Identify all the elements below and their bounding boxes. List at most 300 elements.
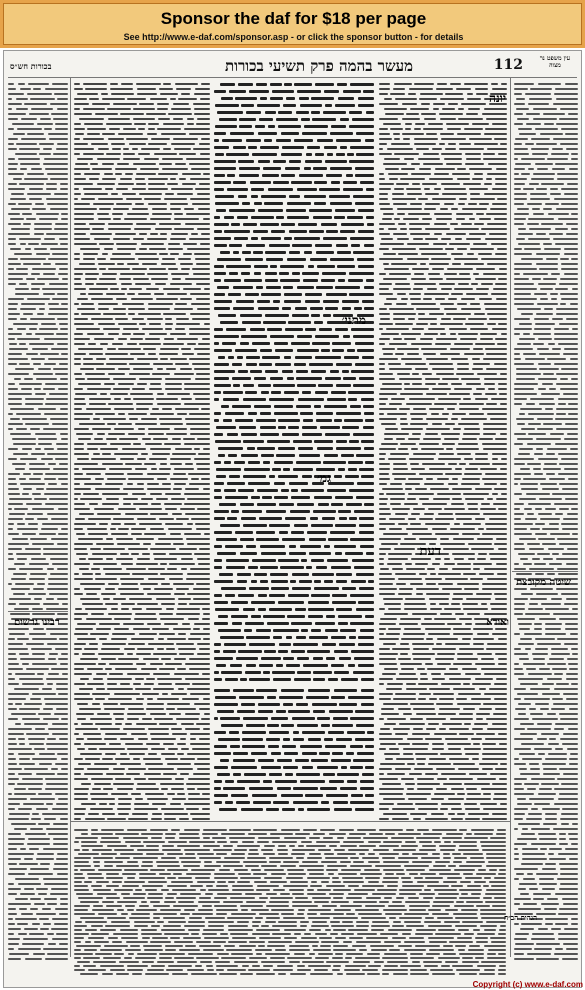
text-line-segment (567, 658, 578, 660)
text-line-segment (90, 233, 112, 235)
text-line-segment (168, 248, 183, 250)
text-line-segment (8, 748, 32, 750)
text-line-segment (108, 333, 119, 335)
text-line-segment (449, 778, 473, 780)
text-line-segment (457, 453, 471, 455)
text-line-segment (432, 368, 454, 370)
text-line-segment (276, 216, 284, 219)
text-line-segment (514, 333, 520, 335)
text-line-segment (163, 288, 180, 290)
text-line-segment (517, 208, 529, 210)
text-line-segment (561, 813, 578, 815)
text-line-segment (138, 738, 148, 740)
text-line-segment (14, 563, 25, 565)
text-line-segment (9, 598, 32, 600)
text-line-segment (419, 841, 432, 843)
text-line-segment (167, 568, 176, 570)
text-line-segment (214, 419, 219, 422)
text-line-segment (203, 845, 220, 847)
text-line-segment (514, 393, 537, 395)
text-line-segment (203, 698, 210, 700)
text-line-segment (214, 160, 235, 163)
text-line-segment (8, 558, 14, 560)
text-line-segment (8, 808, 15, 810)
text-line-segment (162, 845, 174, 847)
text-line-segment (155, 283, 167, 285)
text-line-segment (74, 723, 78, 725)
text-line-segment (282, 146, 305, 149)
text-line-segment (284, 391, 299, 394)
text-line-segment (416, 713, 437, 715)
sponsor-subtitle[interactable]: See http://www.e-daf.com/sponsor.asp - or click the sponsor button - for details (123, 32, 464, 42)
text-line-segment (114, 408, 134, 410)
text-line-segment (476, 388, 485, 390)
text-line-segment (132, 493, 147, 495)
text-line-segment (387, 148, 413, 150)
text-line-segment (29, 113, 49, 115)
text-line-segment (109, 743, 121, 745)
text-line-segment (292, 905, 318, 907)
text-line-segment (273, 629, 298, 632)
text-line-segment (350, 405, 360, 408)
text-line-segment (19, 183, 43, 185)
text-line-segment (136, 173, 156, 175)
text-line-segment (457, 368, 470, 370)
text-line-segment (148, 728, 168, 730)
text-line-segment (239, 125, 251, 128)
text-line-segment (151, 138, 170, 140)
text-line-segment (311, 97, 334, 100)
text-line-segment (557, 173, 578, 175)
text-line-segment (225, 801, 233, 804)
text-line-segment (233, 251, 239, 254)
text-line-segment (44, 818, 57, 820)
text-line-segment (463, 183, 481, 185)
text-line-segment (324, 146, 337, 149)
text-line-segment (459, 713, 472, 715)
text-line-segment (74, 428, 89, 430)
text-line-segment (61, 213, 68, 215)
text-line-segment (518, 553, 536, 555)
text-line-segment (519, 768, 527, 770)
text-line-segment (195, 398, 210, 400)
text-line-segment (390, 483, 401, 485)
text-line-segment (556, 373, 578, 375)
text-line-segment (559, 793, 578, 795)
text-line-segment (152, 208, 167, 210)
tosafot-column (379, 81, 507, 821)
text-line-segment (189, 668, 210, 670)
text-line-segment (381, 708, 394, 710)
text-line-segment (214, 328, 223, 331)
text-line-segment (34, 748, 45, 750)
text-line-segment (520, 408, 542, 410)
text-line-segment (392, 818, 409, 820)
text-line-segment (456, 218, 465, 220)
text-line-segment (52, 733, 68, 735)
text-line-segment (396, 183, 409, 185)
text-line-segment (38, 368, 50, 370)
text-line-segment (44, 338, 68, 340)
text-line-segment (456, 213, 473, 215)
text-line-segment (159, 633, 175, 635)
text-line-segment (514, 633, 520, 635)
text-line-segment (97, 183, 115, 185)
text-line-segment (379, 283, 392, 285)
text-line-segment (22, 718, 40, 720)
text-line-segment (310, 307, 324, 310)
text-line-segment (178, 633, 186, 635)
text-line-segment (405, 841, 416, 843)
text-line-segment (216, 853, 227, 855)
text-line-segment (14, 253, 32, 255)
text-line-segment (226, 153, 248, 156)
text-line-segment (261, 865, 276, 867)
text-line-segment (438, 893, 458, 895)
text-line-segment (514, 728, 525, 730)
text-line-segment (371, 929, 384, 931)
text-line-segment (382, 383, 402, 385)
text-line-segment (327, 489, 346, 492)
sponsor-banner[interactable] (0, 0, 585, 48)
text-line-segment (169, 553, 192, 555)
text-line-segment (549, 858, 566, 860)
text-line-segment (445, 643, 469, 645)
text-line-segment (571, 683, 578, 685)
text-line-segment (557, 638, 578, 640)
text-line-segment (551, 928, 561, 930)
text-line-segment (368, 580, 374, 583)
text-line-segment (547, 358, 566, 360)
text-line-segment (248, 853, 259, 855)
text-line-segment (239, 426, 257, 429)
text-line-segment (157, 478, 167, 480)
text-line-segment (543, 558, 552, 560)
text-line-segment (195, 258, 210, 260)
text-line-segment (420, 338, 433, 340)
text-line-segment (528, 413, 554, 415)
text-line-segment (379, 901, 389, 903)
text-line-segment (199, 143, 210, 145)
text-line-segment (291, 342, 310, 345)
text-line-segment (136, 223, 156, 225)
text-line-segment (560, 293, 578, 295)
text-line-segment (326, 615, 335, 618)
text-line-segment (482, 113, 507, 115)
text-line-segment (563, 773, 578, 775)
text-line-segment (200, 153, 210, 155)
text-line-segment (84, 173, 100, 175)
text-line-segment (145, 889, 157, 891)
text-line-segment (514, 668, 523, 670)
text-line-segment (130, 845, 145, 847)
text-line-segment (411, 173, 431, 175)
text-line-segment (230, 897, 255, 899)
text-line-segment (120, 683, 130, 685)
text-line-segment (8, 338, 15, 340)
text-line-segment (453, 633, 473, 635)
text-line-segment (382, 857, 395, 859)
text-line-segment (93, 418, 100, 420)
text-line-segment (539, 268, 558, 270)
text-line-segment (178, 98, 197, 100)
text-line-segment (237, 881, 250, 883)
text-line-segment (559, 768, 578, 770)
text-line-segment (8, 768, 22, 770)
text-line-segment (295, 356, 312, 359)
text-line-segment (91, 885, 102, 887)
text-line-segment (281, 724, 293, 727)
text-line-segment (219, 118, 237, 121)
text-line-segment (196, 298, 210, 300)
text-line-segment (379, 273, 386, 275)
text-line-segment (47, 568, 54, 570)
text-line-segment (485, 893, 506, 895)
text-line-segment (36, 253, 50, 255)
text-line-segment (151, 503, 161, 505)
text-line-segment (214, 703, 238, 706)
text-line-segment (90, 808, 113, 810)
text-line-segment (473, 243, 487, 245)
text-line-segment (190, 198, 210, 200)
text-line-segment (259, 363, 272, 366)
text-line-segment (393, 233, 407, 235)
text-line-segment (202, 618, 210, 620)
text-line-segment (537, 303, 558, 305)
text-line-segment (28, 788, 42, 790)
text-line-segment (358, 209, 374, 212)
text-line-segment (74, 228, 90, 230)
text-line-segment (278, 559, 298, 562)
text-line-segment (26, 333, 32, 335)
text-line-segment (216, 861, 240, 863)
text-line-segment (353, 251, 374, 254)
text-line-segment (293, 643, 318, 646)
text-line-segment (58, 658, 68, 660)
text-line-segment (530, 768, 540, 770)
text-line-segment (8, 803, 20, 805)
text-line-segment (21, 138, 46, 140)
text-line-segment (497, 573, 507, 575)
text-line-segment (406, 113, 419, 115)
text-line-segment (489, 233, 507, 235)
text-line-segment (541, 903, 559, 905)
text-line-segment (283, 885, 308, 887)
text-line-segment (348, 468, 357, 471)
text-line-segment (8, 843, 24, 845)
text-line-segment (521, 313, 533, 315)
text-line-segment (282, 538, 305, 541)
text-line-segment (497, 829, 506, 831)
text-line-segment (74, 283, 82, 285)
text-line-segment (57, 143, 68, 145)
text-line-segment (326, 230, 338, 233)
text-line-segment (385, 873, 394, 875)
text-line-segment (302, 272, 319, 275)
text-line-segment (143, 543, 151, 545)
text-line-segment (8, 478, 16, 480)
text-line-segment (100, 929, 116, 931)
text-line-segment (520, 558, 528, 560)
text-line-segment (534, 948, 552, 950)
text-line-segment (36, 888, 48, 890)
text-line-segment (459, 198, 467, 200)
text-line-segment (231, 853, 245, 855)
text-line-segment (321, 349, 330, 352)
text-line-segment (457, 363, 470, 365)
text-line-segment (231, 510, 239, 513)
text-line-segment (156, 398, 177, 400)
text-line-segment (91, 318, 113, 320)
text-line-segment (561, 263, 578, 265)
text-line-segment (543, 823, 557, 825)
text-line-segment (268, 125, 275, 128)
text-line-segment (87, 738, 102, 740)
text-line-segment (297, 724, 318, 727)
text-line-segment (240, 905, 263, 907)
text-line-segment (543, 423, 562, 425)
text-line-segment (115, 833, 138, 835)
text-line-segment (8, 183, 17, 185)
text-line-segment (494, 218, 507, 220)
text-line-segment (8, 388, 18, 390)
text-line-segment (113, 378, 136, 380)
text-line-segment (25, 423, 49, 425)
text-line-segment (125, 513, 148, 515)
text-line-segment (75, 921, 82, 923)
text-line-segment (40, 928, 48, 930)
text-line-segment (135, 178, 145, 180)
text-line-segment (266, 510, 286, 513)
text-line-segment (428, 123, 443, 125)
text-line-segment (83, 83, 108, 85)
text-line-segment (225, 496, 249, 499)
text-line-segment (160, 93, 178, 95)
text-line-segment (203, 728, 210, 730)
text-line-segment (300, 780, 325, 783)
text-line-segment (216, 538, 238, 541)
text-line-segment (20, 893, 35, 895)
text-line-segment (191, 168, 210, 170)
text-line-segment (426, 718, 447, 720)
text-line-segment (174, 213, 182, 215)
text-line-segment (170, 283, 192, 285)
text-line-segment (61, 528, 68, 530)
text-line-segment (488, 163, 507, 165)
text-line-segment (530, 88, 551, 90)
text-line-segment (286, 209, 307, 212)
text-line-segment (79, 263, 94, 265)
text-line-segment (98, 303, 119, 305)
text-line-segment (416, 323, 427, 325)
text-line-segment (214, 132, 226, 135)
text-line-segment (27, 193, 51, 195)
text-line-segment (229, 829, 251, 831)
text-line-segment (465, 468, 478, 470)
text-line-segment (139, 248, 147, 250)
text-line-segment (362, 857, 379, 859)
text-line-segment (136, 183, 146, 185)
text-line-segment (74, 857, 91, 859)
text-line-segment (74, 861, 89, 863)
text-line-segment (237, 580, 247, 583)
text-line-segment (379, 563, 384, 565)
text-line-segment (437, 663, 451, 665)
text-line-segment (527, 443, 551, 445)
text-line-segment (278, 921, 297, 923)
text-line-segment (92, 103, 110, 105)
text-line-segment (87, 448, 98, 450)
text-line-segment (514, 218, 526, 220)
text-line-segment (19, 908, 27, 910)
text-line-segment (31, 358, 45, 360)
text-line-segment (294, 139, 313, 142)
text-line-segment (88, 518, 111, 520)
text-line-segment (326, 794, 348, 797)
text-line-segment (473, 393, 481, 395)
text-line-segment (192, 818, 210, 820)
text-line-segment (99, 623, 121, 625)
text-line-segment (489, 881, 506, 883)
text-line-segment (199, 708, 210, 710)
text-line-segment (289, 552, 306, 555)
text-line-segment (8, 643, 23, 645)
text-line-segment (174, 373, 194, 375)
text-line-segment (499, 929, 506, 931)
text-line-segment (89, 98, 99, 100)
text-line-segment (495, 183, 507, 185)
text-line-segment (214, 293, 225, 296)
text-line-segment (307, 146, 320, 149)
text-line-segment (134, 925, 148, 927)
text-line-segment (476, 873, 496, 875)
text-line-segment (434, 618, 456, 620)
text-line-segment (486, 853, 506, 855)
text-line-segment (445, 578, 468, 580)
text-line-segment (102, 463, 122, 465)
text-line-segment (446, 278, 471, 280)
text-line-segment (8, 933, 14, 935)
sponsor-banner-inner[interactable] (3, 3, 582, 45)
text-line-segment (487, 643, 507, 645)
text-line-segment (18, 83, 25, 85)
sponsor-title[interactable]: Sponsor the daf for $18 per page (160, 9, 427, 28)
text-line-segment (147, 593, 171, 595)
text-line-segment (565, 628, 578, 630)
text-line-segment (560, 108, 578, 110)
text-line-segment (324, 738, 333, 741)
text-line-segment (47, 933, 53, 935)
text-line-segment (8, 873, 25, 875)
text-line-segment (231, 913, 256, 915)
text-line-segment (457, 303, 467, 305)
text-line-segment (357, 349, 374, 352)
text-line-segment (399, 893, 416, 895)
text-line-segment (458, 118, 483, 120)
text-line-segment (547, 448, 567, 450)
text-line-segment (223, 650, 236, 653)
text-line-segment (266, 893, 277, 895)
text-line-segment (279, 696, 303, 699)
text-line-segment (47, 738, 56, 740)
text-line-segment (74, 733, 79, 735)
text-line-segment (325, 377, 341, 380)
text-line-segment (514, 493, 522, 495)
text-line-segment (569, 858, 578, 860)
text-line-segment (406, 403, 432, 405)
text-line-segment (463, 608, 488, 610)
left-label: בכורות חש״ס (10, 61, 52, 71)
